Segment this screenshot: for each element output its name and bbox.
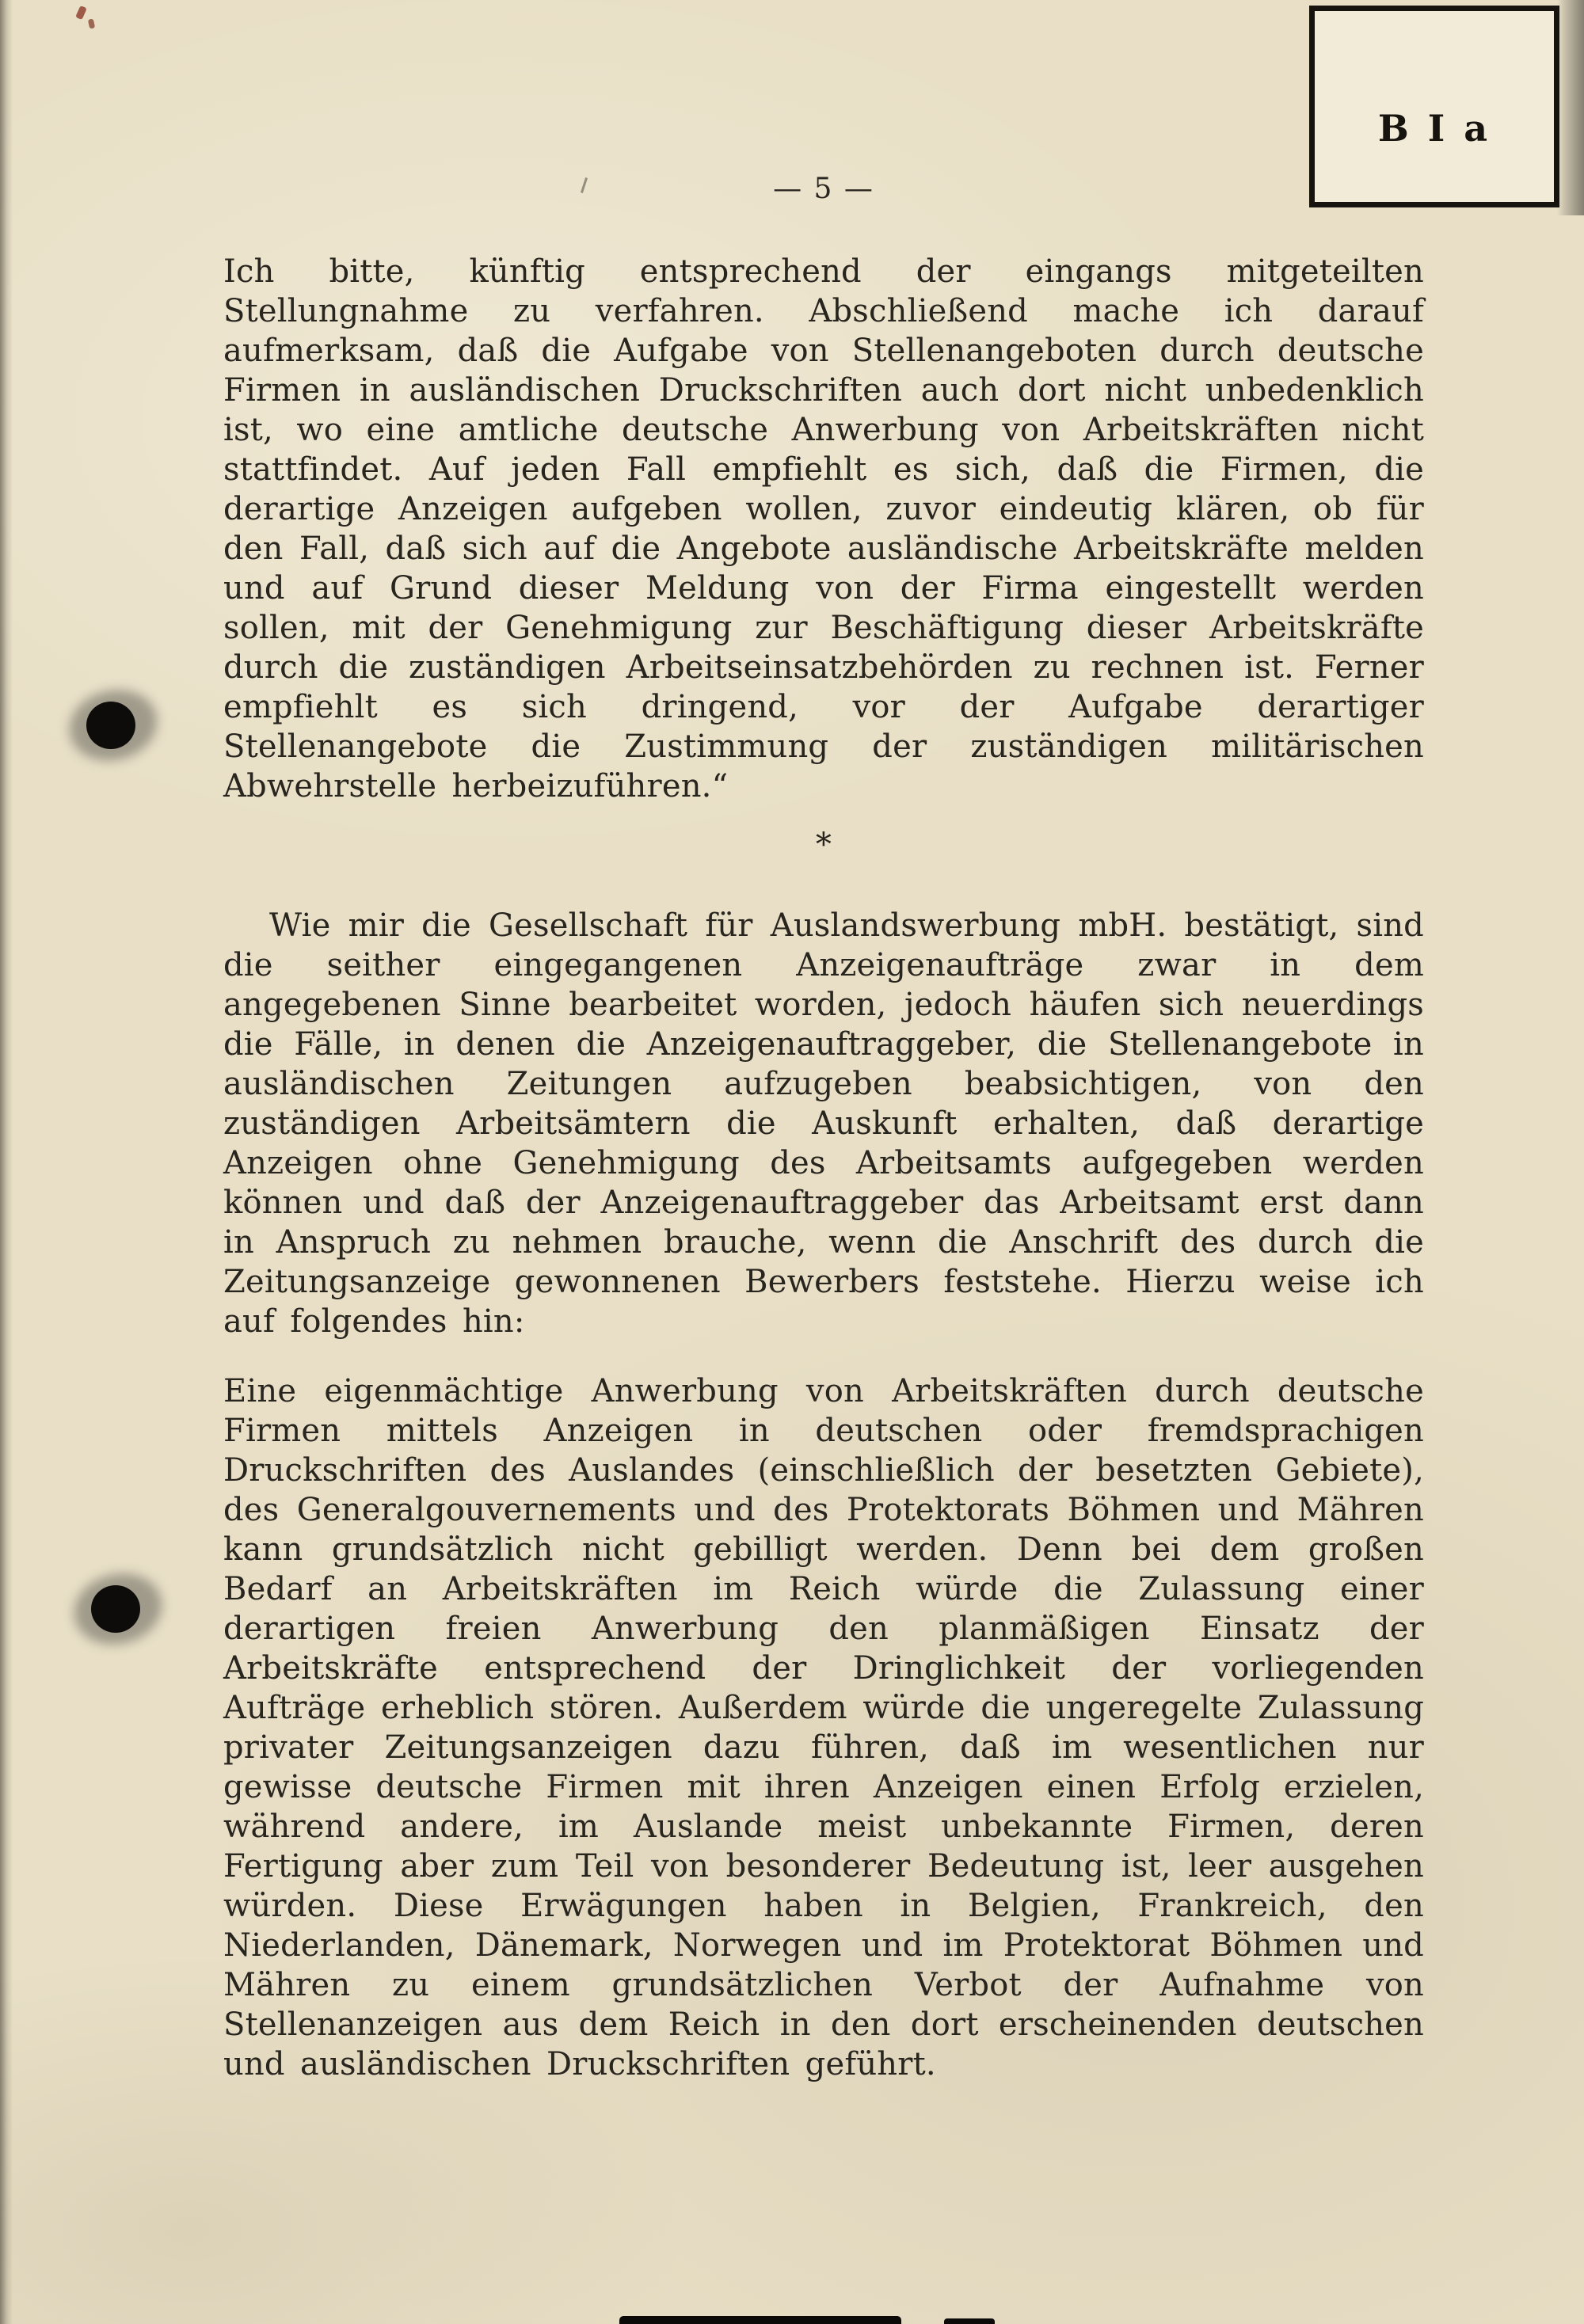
scan-left-edge-artifact [0,0,13,2324]
hole-punch-top [86,702,135,749]
hole-punch-hole [86,702,135,749]
paragraph-policy: Eine eigenmächtige Anwerbung von Arbeitskräften durch deutsche Firmen mittels Anzeigen in deutschen oder fremdsprachigen Druckschriften des Auslandes (einschließlich der besetzten Gebiete), des Generalgouvernements und des Protektorats Böhmen und Mähren kann grundsätzlich nicht gebilligt werden. Denn bei dem großen Bedarf an Arbeitskräften im Reich würde die Zulassung einer derartigen freien Anwerbung den planmäßigen Einsatz der Arbeitskräfte entsprechend der Dringlichkeit der vorliegenden Aufträge erheblich stören. Außerdem würde die ungeregelte Zulassung privater Zeitungsanzeigen dazu führen, daß im wesentlichen nur gewisse deutsche Firmen mit ihren Anzeigen einen Erfolg erzielen, während andere, im Auslande meist unbekannte Firmen, deren Fertigung aber zum Teil von besonderer Bedeutung ist, leer ausgehen würden. Diese Erwägungen haben in Belgien, Frankreich, den Niederlanden, Dänemark, Norwegen und im Protektorat Böhmen und Mähren zu einem grundsätzlichen Verbot der Aufnahme von Stellenanzeigen aus dem Reich in den dort erscheinenden deutschen und ausländischen Druckschriften geführt. [223,1373,1424,2082]
scan-right-edge-artifact [1557,0,1584,215]
document-body [223,252,1424,2084]
page-number: — 5 — [773,173,874,205]
red-ink-mark [75,6,87,20]
hole-punch-hole [91,1585,140,1633]
asterisk-separator: * [815,827,832,863]
paragraph-confirmation: Wie mir die Gesellschaft für Auslandswerbung mbH. bestätigt, sind die seither eingegangenen Anzeigenaufträge zwar in dem angegebenen Sinne bearbeitet worden, jedoch häufen sich neuerdings die Fälle, in denen die Anzeigenauftraggeber, die Stellenangebote in ausländischen Zeitungen aufzugeben beabsichtigen, von den zuständigen Arbeitsämtern die Auskunft erhalten, daß derartige Anzeigen ohne Genehmigung des Arbeitsamts aufgegeben werden können und daß der Anzeigenauftraggeber das Arbeitsamt erst dann in Anspruch zu nehmen brauche, wenn die Anschrift des durch die Zeitungsanzeige gewonnenen Bewerbers feststehe. Hierzu weise ich auf folgendes hin: [223,907,1424,1340]
red-ink-mark [88,18,95,29]
paragraph-quote-closing: Ich bitte, künftig entsprechend der eingangs mitgeteilten Stellungnahme zu verfahren. Abschließend mache ich darauf aufmerksam, daß die Aufgabe von Stellenangeboten durch deutsche Firmen in ausländischen Druckschriften auch dort nicht unbedenklich ist, wo eine amtliche deutsche Anwerbung von Arbeitskräften nicht stattfindet. Auf jeden Fall empfiehlt es sich, daß die Firmen, die derartige Anzeigen aufgeben wollen, zuvor eindeutig klären, ob für den Fall, daß sich auf die Angebote ausländische Arbeitskräfte melden und auf Grund dieser Meldung von der Firma eingestellt werden sollen, mit der Genehmigung zur Beschäftigung dieser Arbeitskräfte durch die zuständigen Arbeitseinsatzbehörden zu rechnen ist. Ferner empfiehlt es sich dringend, vor der Aufgabe derartiger Stellenangebote die Zustimmung der zuständigen militärischen Abwehrstelle herbeizuführen.“ [223,253,1424,804]
scan-bottom-artifact [619,2316,901,2324]
classification-label: B I a [1377,106,1491,150]
hole-punch-bottom [91,1585,140,1633]
scan-bottom-artifact [944,2318,995,2324]
